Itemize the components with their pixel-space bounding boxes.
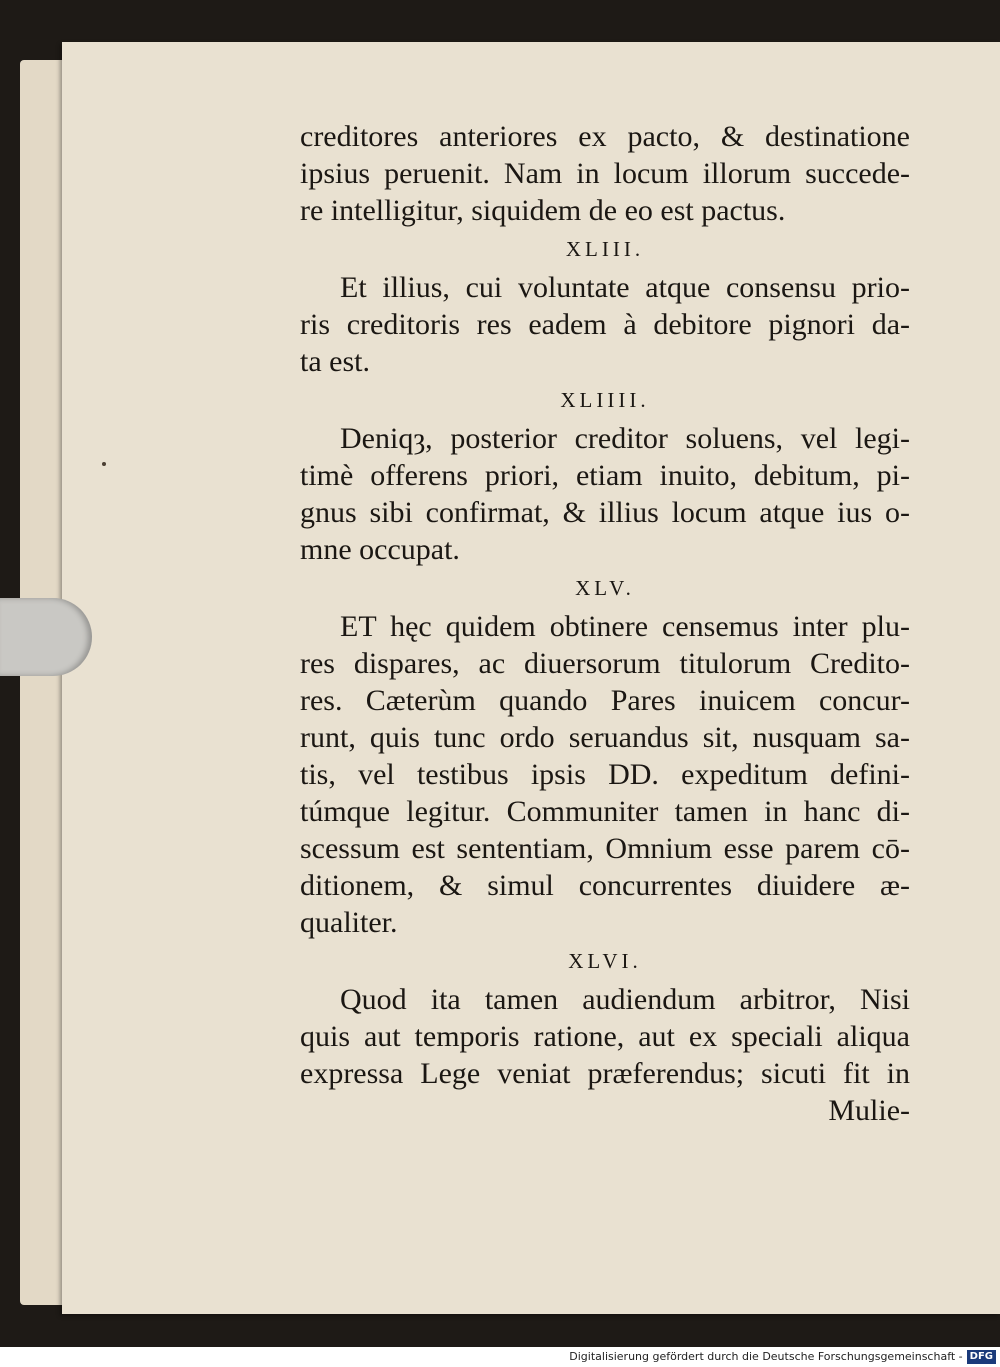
text-line: res. Cæterùm quando Pares inuicem concur- (300, 684, 910, 717)
catchword: Mulie- (828, 1094, 910, 1127)
section-number: XLIII. (565, 237, 645, 261)
digitization-footer (0, 1347, 1000, 1367)
page-clip (0, 598, 92, 676)
text-line: timè offerens priori, etiam inuito, debitum, pi- (300, 459, 910, 492)
paragraph (300, 118, 910, 229)
page-text (300, 118, 910, 1129)
text-line: res dispares, ac diuersorum titulorum Credito- (300, 647, 910, 680)
paragraph (300, 420, 910, 568)
section-number: XLIIII. (560, 388, 650, 412)
text-line: tis, vel testibus ipsis DD. expeditum defini- (300, 758, 910, 791)
text-line: ipsius peruenit. Nam in locum illorum succede- (300, 157, 910, 190)
text-line: Quod ita tamen audiendum arbitror, Nisi (340, 983, 910, 1016)
section-number: XLV. (575, 576, 635, 600)
text-line: runt, quis tunc ordo seruandus sit, nusquam sa- (300, 721, 910, 754)
footer-text: Digitalisierung gefördert durch die Deutsche Forschungsgemeinschaft - (569, 1350, 963, 1363)
text-line: túmque legitur. Communiter tamen in hanc di- (300, 795, 910, 828)
text-line: Et illius, cui voluntate atque consensu prio- (340, 271, 910, 304)
text-line: re intelligitur, siquidem de eo est pactus. (300, 194, 786, 227)
text-line: qualiter. (300, 906, 398, 939)
text-line: ET hęc quidem obtinere censemus inter plu- (340, 610, 910, 643)
paragraph (300, 608, 910, 941)
paper-speck (102, 462, 106, 466)
paragraph (300, 269, 910, 380)
text-line: ris creditoris res eadem à debitore pignori da- (300, 308, 910, 341)
text-line: creditores anteriores ex pacto, & destinatione (300, 120, 910, 153)
text-line: quis aut temporis ratione, aut ex speciali aliqua (300, 1020, 910, 1053)
dfg-logo-icon: DFG (967, 1350, 996, 1364)
section-number: XLVI. (568, 949, 642, 973)
text-line: mne occupat. (300, 533, 460, 566)
text-line: ta est. (300, 345, 370, 378)
text-line: ditionem, & simul concurrentes diuidere æ- (300, 869, 910, 902)
text-line: expressa Lege veniat præferendus; sicuti fit in (300, 1057, 910, 1090)
text-line: gnus sibi confirmat, & illius locum atque ius o- (300, 496, 910, 529)
text-line: scessum est sententiam, Omnium esse parem cō- (300, 832, 910, 865)
paragraph (300, 981, 910, 1092)
text-line: Deniqȝ, posterior creditor soluens, vel legi- (340, 422, 910, 455)
